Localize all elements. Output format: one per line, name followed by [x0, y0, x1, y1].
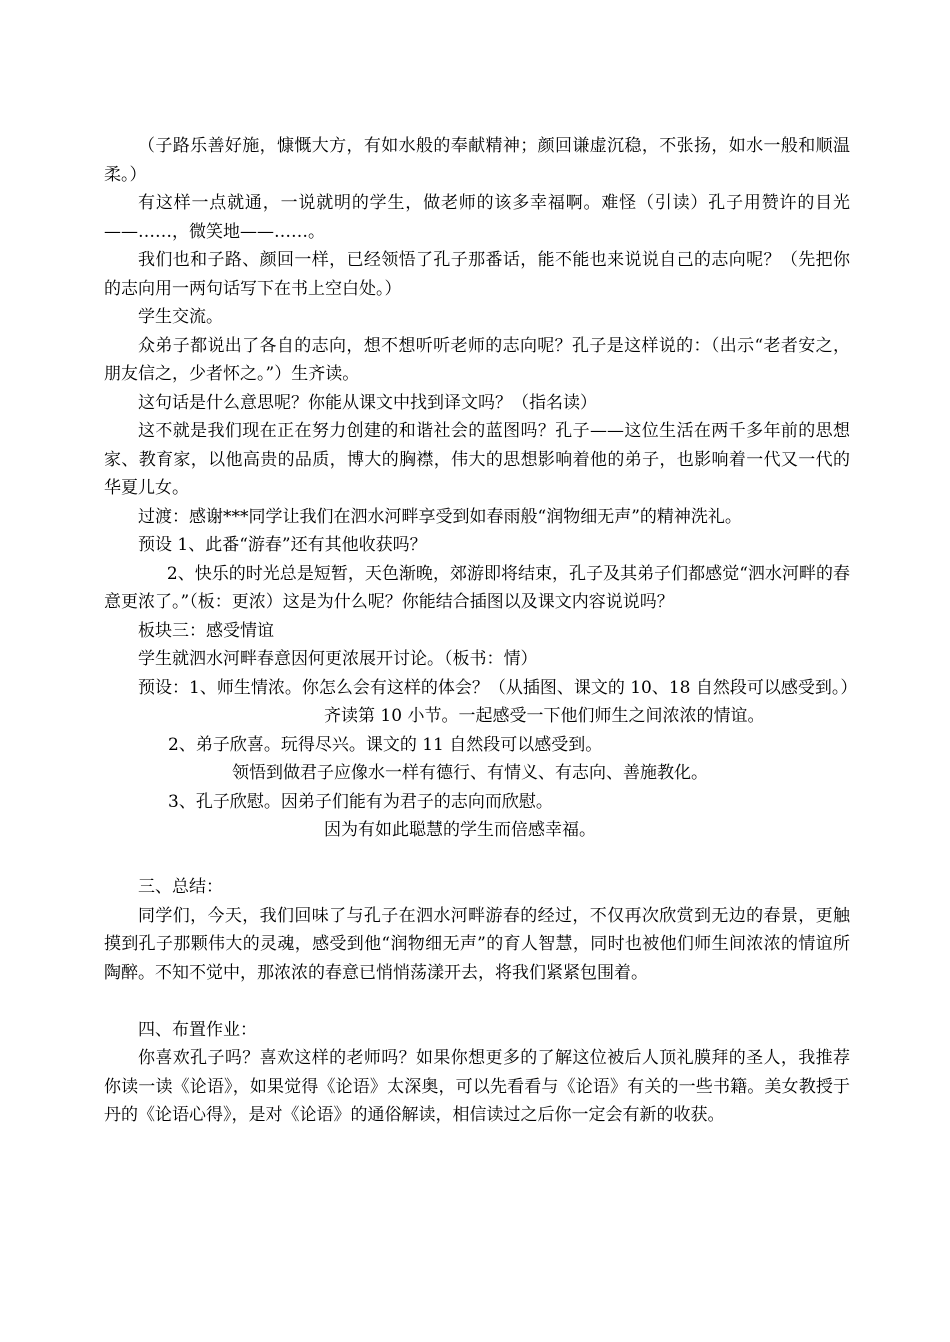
- heading-homework: 四、布置作业：: [138, 1019, 257, 1040]
- blank-line: [104, 845, 850, 874]
- blank-line: [104, 987, 850, 1016]
- paragraph-homework: 你喜欢孔子吗？喜欢这样的老师吗？如果你想更多的了解这位被后人顶礼膜拜的圣人，我推荐你读一读《论语》，如果觉得《论语》太深奥，可以先看看与《论语》有关的一些书籍。美女教授于丹的《论语心得》，是对《论语》的通俗解读，相信读过之后你一定会有新的收获。: [104, 1048, 850, 1125]
- paragraph-happy-students: 因为有如此聪慧的学生而倍感幸福。: [324, 820, 596, 840]
- paragraph-teacher-happiness: 有这样一点就通，一说就明的学生，做老师的该多幸福啊。难怪（引读）孔子用赞许的目光——……，微笑地——……。: [104, 193, 850, 242]
- paragraph-preset-teacher-student: 预设：1、师生情浓。你怎么会有这样的体会？（从插图、课文的 10、18 自然段可以感受到。）: [138, 677, 858, 698]
- paragraph-harmonious-society: 这不就是我们现在正在努力创建的和谐社会的蓝图吗？孔子——这位生活在两千多年前的思想家、教育家，以他高贵的品质，博大的胸襟，伟大的思想影响着他的弟子，也影响着一代又一代的华夏儿女。: [104, 421, 850, 498]
- paragraph-preset-2: 2、快乐的时光总是短暂，天色渐晚，郊游即将结束，孔子及其弟子们都感觉“泗水河畔的春意更浓了。”（板：更浓）这是为什么呢？你能结合插图以及课文内容说说吗？: [104, 563, 850, 612]
- paragraph-confucius-gratified: 3、孔子欣慰。因弟子们能有为君子的志向而欣慰。: [168, 791, 553, 812]
- paragraph-disciples-joy: 2、弟子欣喜。玩得尽兴。课文的 11 自然段可以感受到。: [168, 734, 603, 755]
- paragraph-gentleman-like-water: 领悟到做君子应像水一样有德行、有情义、有志向、善施教化。: [232, 763, 708, 783]
- paragraph-transition: 过渡：感谢***同学让我们在泗水河畔享受到如春雨般“润物细无声”的精神洗礼。: [138, 506, 742, 527]
- paragraph-summary: 同学们，今天，我们回味了与孔子在泗水河畔游春的经过，不仅再次欣赏到无边的春景，更触摸到孔子那颗伟大的灵魂，感受到他“润物细无声”的育人智慧，同时也被他们师生间浓浓的情谊所陶醉。不知不觉中，那浓浓的春意已悄悄荡漾开去，将我们紧紧包围着。: [104, 905, 850, 983]
- paragraph-read-section-10: 齐读第 10 小节。一起感受一下他们师生之间浓浓的情谊。: [324, 706, 765, 726]
- paragraph-discussion: 学生就泗水河畔春意因何更浓展开讨论。（板书：情）: [138, 649, 538, 669]
- paragraph-section-three-heading: 板块三：感受情谊: [138, 620, 274, 641]
- paragraph-meaning-question: 这句话是什么意思呢？你能从课文中找到译文吗？（指名读）: [138, 392, 597, 413]
- paragraph-own-aspiration: 我们也和子路、颜回一样，已经领悟了孔子那番话，能不能也来说说自己的志向呢？（先把你的志向用一两句话写下在书上空白处。）: [104, 250, 850, 299]
- paragraph-student-exchange: 学生交流。: [138, 307, 223, 327]
- paragraph-answer-summary: （子路乐善好施，慷慨大方，有如水般的奉献精神；颜回谦虚沉稳，不张扬，如水一般和顺温柔。）: [104, 136, 850, 185]
- heading-summary: 三、总结：: [138, 877, 223, 897]
- paragraph-confucius-aspiration: 众弟子都说出了各自的志向，想不想听听老师的志向呢？孔子是这样说的：（出示“老者安之，朋友信之，少者怀之。”）生齐读。: [104, 335, 850, 384]
- document-body: [104, 132, 858, 1130]
- paragraph-preset-1: 预设 1、此番“游春”还有其他收获吗？: [138, 535, 427, 555]
